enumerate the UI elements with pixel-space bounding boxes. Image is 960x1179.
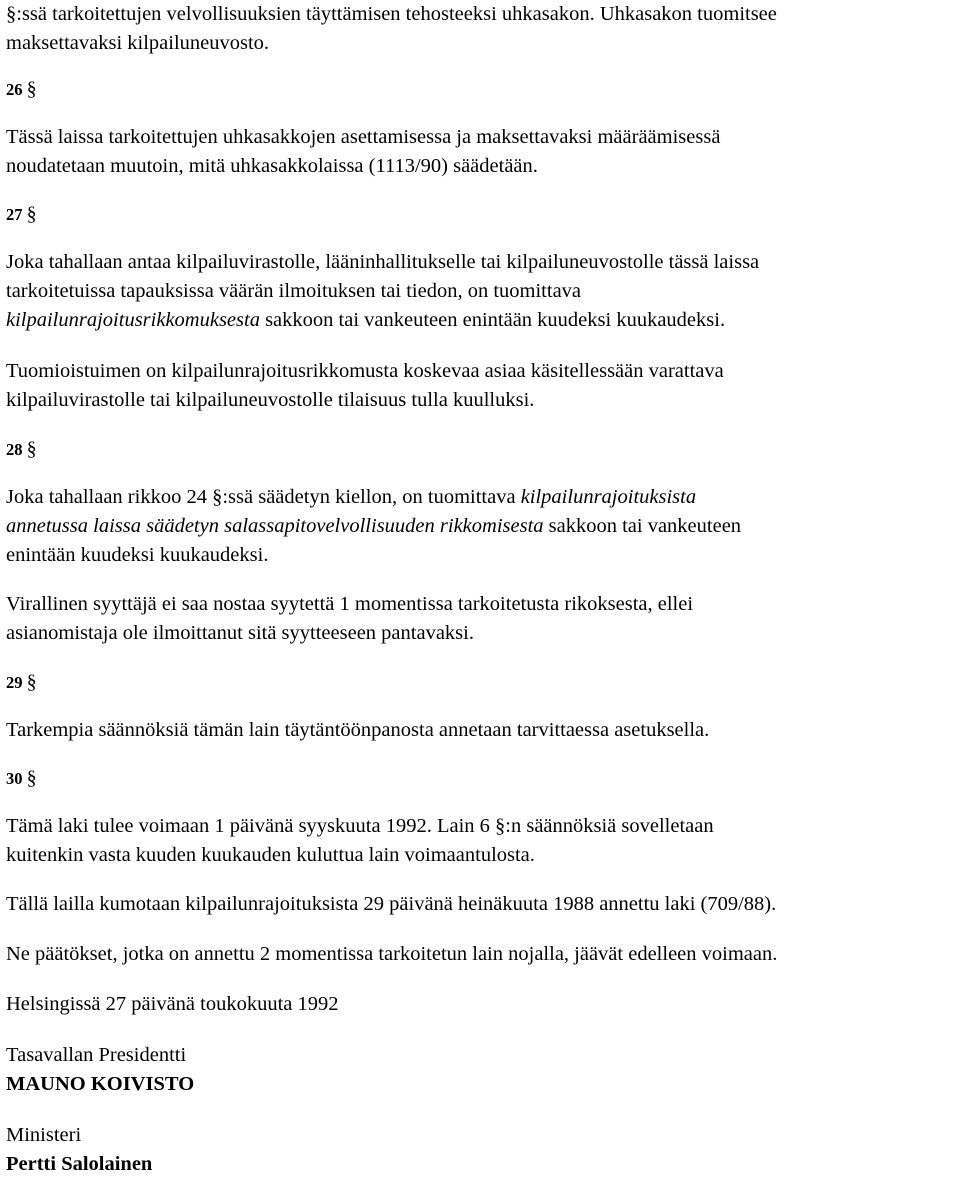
president-name: MAUNO KOIVISTO xyxy=(6,1073,195,1095)
text-line: enintään kuudeksi kuukaudeksi. xyxy=(6,544,269,566)
text-line xyxy=(6,483,956,512)
section-number: 28 xyxy=(6,440,23,459)
italic-term: kilpailunrajoitusrikkomuksesta xyxy=(6,309,260,331)
text-line: Tämä laki tulee voimaan 1 päivänä syyskuuta 1992. Lain 6 §:n säännöksiä sovelletaan xyxy=(6,815,714,837)
minister-title: Ministeri xyxy=(6,1124,82,1146)
text-line: Tarkempia säännöksiä tämän lain täytäntöönpanosta annetaan tarvittaessa asetuksella. xyxy=(6,719,710,741)
text-line: Tällä lailla kumotaan kilpailunrajoituksista 29 päivänä heinäkuuta 1988 annettu laki (709/88). xyxy=(6,893,777,915)
section-heading-30 xyxy=(6,767,956,790)
text-line: asianomistaja ole ilmoittanut sitä syytteeseen pantavaksi. xyxy=(6,622,474,644)
text-line: kilpailuvirastolle tai kilpailuneuvostolle tilaisuus tulla kuulluksi. xyxy=(6,389,535,411)
section-28-paragraph-1 xyxy=(6,483,956,570)
text-fragment: Joka tahallaan rikkoo 24 xyxy=(6,486,213,508)
section-sign: § xyxy=(26,203,37,225)
text-fragment: sakkoon tai vankeuteen enintään kuudeksi kuukaudeksi. xyxy=(259,309,726,331)
text-fragment: sakkoon tai vankeuteen xyxy=(543,515,742,537)
text-fragment: §:ssä säädetyn kiellon, on tuomittava xyxy=(212,486,521,508)
president-title: Tasavallan Presidentti xyxy=(6,1044,187,1066)
text-line: Tässä laissa tarkoitettujen uhkasakkojen asettamisessa ja maksettavaksi määräämisessä xyxy=(6,126,721,148)
section-sign: § xyxy=(26,78,37,100)
text-line: tarkoitetuissa tapauksissa väärän ilmoituksen tai tiedon, on tuomittava xyxy=(6,280,582,302)
text-line: §:ssä tarkoitettujen velvollisuuksien täyttämisen tehosteeksi uhkasakon. Uhkasakon tuomitsee xyxy=(6,3,777,25)
italic-term: kilpailunrajoituksista xyxy=(520,486,697,508)
section-27-paragraph-1 xyxy=(6,248,956,335)
section-heading-27 xyxy=(6,203,956,226)
section-30-paragraph-2 xyxy=(6,890,956,919)
section-30-paragraph-3 xyxy=(6,940,956,969)
text-line: Virallinen syyttäjä ei saa nostaa syytettä 1 momentissa tarkoitetusta rikoksesta, ellei xyxy=(6,593,694,615)
text-line: maksettavaksi kilpailuneuvosto. xyxy=(6,32,270,54)
president-signature xyxy=(6,1041,956,1099)
text-line: kuitenkin vasta kuuden kuukauden kuluttua lain voimaantulosta. xyxy=(6,844,535,866)
text-line xyxy=(6,512,956,541)
text-line: noudatetaan muutoin, mitä uhkasakkolaissa (1113/90) säädetään. xyxy=(6,155,538,177)
section-number: 27 xyxy=(6,205,23,224)
text-line: Joka tahallaan antaa kilpailuvirastolle, lääninhallitukselle tai kilpailuneuvostolle tässä laissa xyxy=(6,251,760,273)
section-number: 26 xyxy=(6,80,23,99)
section-number: 30 xyxy=(6,769,23,788)
text-line: Tuomioistuimen on kilpailunrajoitusrikkomusta koskevaa asiaa käsitellessään varattava xyxy=(6,360,724,382)
minister-name: Pertti Salolainen xyxy=(6,1153,153,1175)
section-27-paragraph-2 xyxy=(6,357,956,415)
place-date xyxy=(6,990,956,1019)
section-sign: § xyxy=(26,767,37,789)
section-heading-28 xyxy=(6,438,956,461)
text-line xyxy=(6,306,956,335)
section-sign: § xyxy=(26,671,37,693)
section-28-paragraph-2 xyxy=(6,590,956,648)
section-26-paragraph xyxy=(6,123,956,181)
minister-signature xyxy=(6,1121,956,1176)
section-30-paragraph-1 xyxy=(6,812,956,870)
section-heading-26 xyxy=(6,78,956,101)
section-sign: § xyxy=(26,438,37,460)
text-line: Ne päätökset, jotka on annettu 2 momentissa tarkoitetun lain nojalla, jäävät edelleen voimaan. xyxy=(6,943,778,965)
section-number: 29 xyxy=(6,673,23,692)
text-line: Helsingissä 27 päivänä toukokuuta 1992 xyxy=(6,993,339,1015)
italic-term: annetussa laissa säädetyn salassapitovelvollisuuden rikkomisesta xyxy=(6,515,544,537)
section-heading-29 xyxy=(6,671,956,694)
intro-paragraph xyxy=(6,0,956,58)
section-29-paragraph xyxy=(6,716,956,745)
